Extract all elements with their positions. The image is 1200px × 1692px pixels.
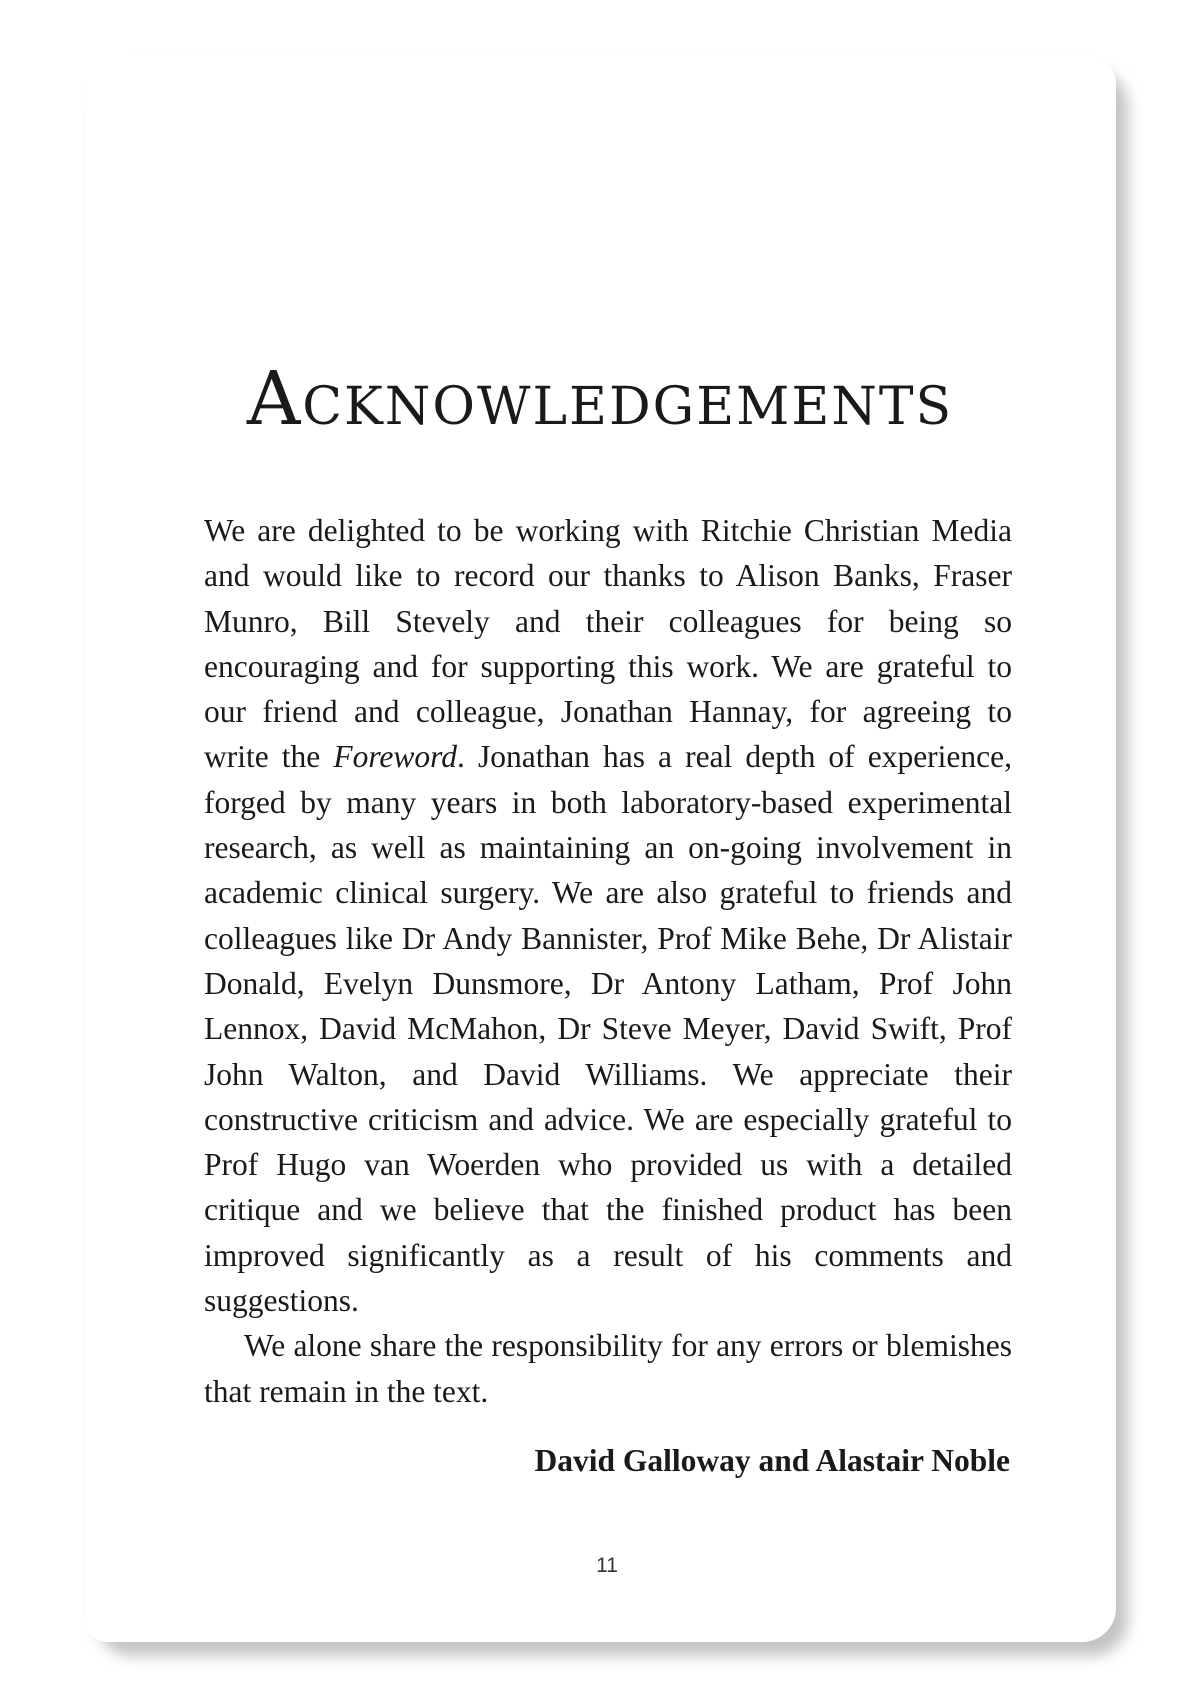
paragraph-1-text-a: We are delighted to be working with Ritchie Christian Media and would like to record our thanks to Alison Banks, Fraser Munro, Bill Stevely and their colleagues for being so encouraging and for supporting this work. We are grateful to our friend and colleague, Jonathan Hannay, for agreeing to write the: [204, 513, 1012, 775]
paragraph-1: [204, 508, 1012, 1323]
acknowledgements-body: [204, 508, 1012, 1414]
foreword-italic: Foreword: [333, 739, 458, 775]
paragraph-2: We alone share the responsibility for any errors or blemishes that remain in the text.: [204, 1328, 1012, 1409]
page-number: 11: [596, 1554, 618, 1577]
paragraph-1-text-b: . Jonathan has a real depth of experience, forged by many years in both laboratory-based experimental research, as well as maintaining an on-going involvement in academic clinical surgery. We are also grateful to friends and colleagues like Dr Andy Bannister, Prof Mike Behe, Dr Alistair Donald, Evelyn Dunsmore, Dr Antony Latham, Prof John Lennox, David McMahon, Dr Steve Meyer, David Swift, Prof John Walton, and David Williams. We appreciate their constructive criticism and advice. We are especially grateful to Prof Hugo van Woerden who provided us with a detailed critique and we believe that the finished product has been improved significantly as a result of his comments and suggestions.: [204, 739, 1012, 1319]
authors-signature: David Galloway and Alastair Noble: [534, 1443, 1010, 1478]
page-title: Acknowledgements: [246, 356, 954, 442]
